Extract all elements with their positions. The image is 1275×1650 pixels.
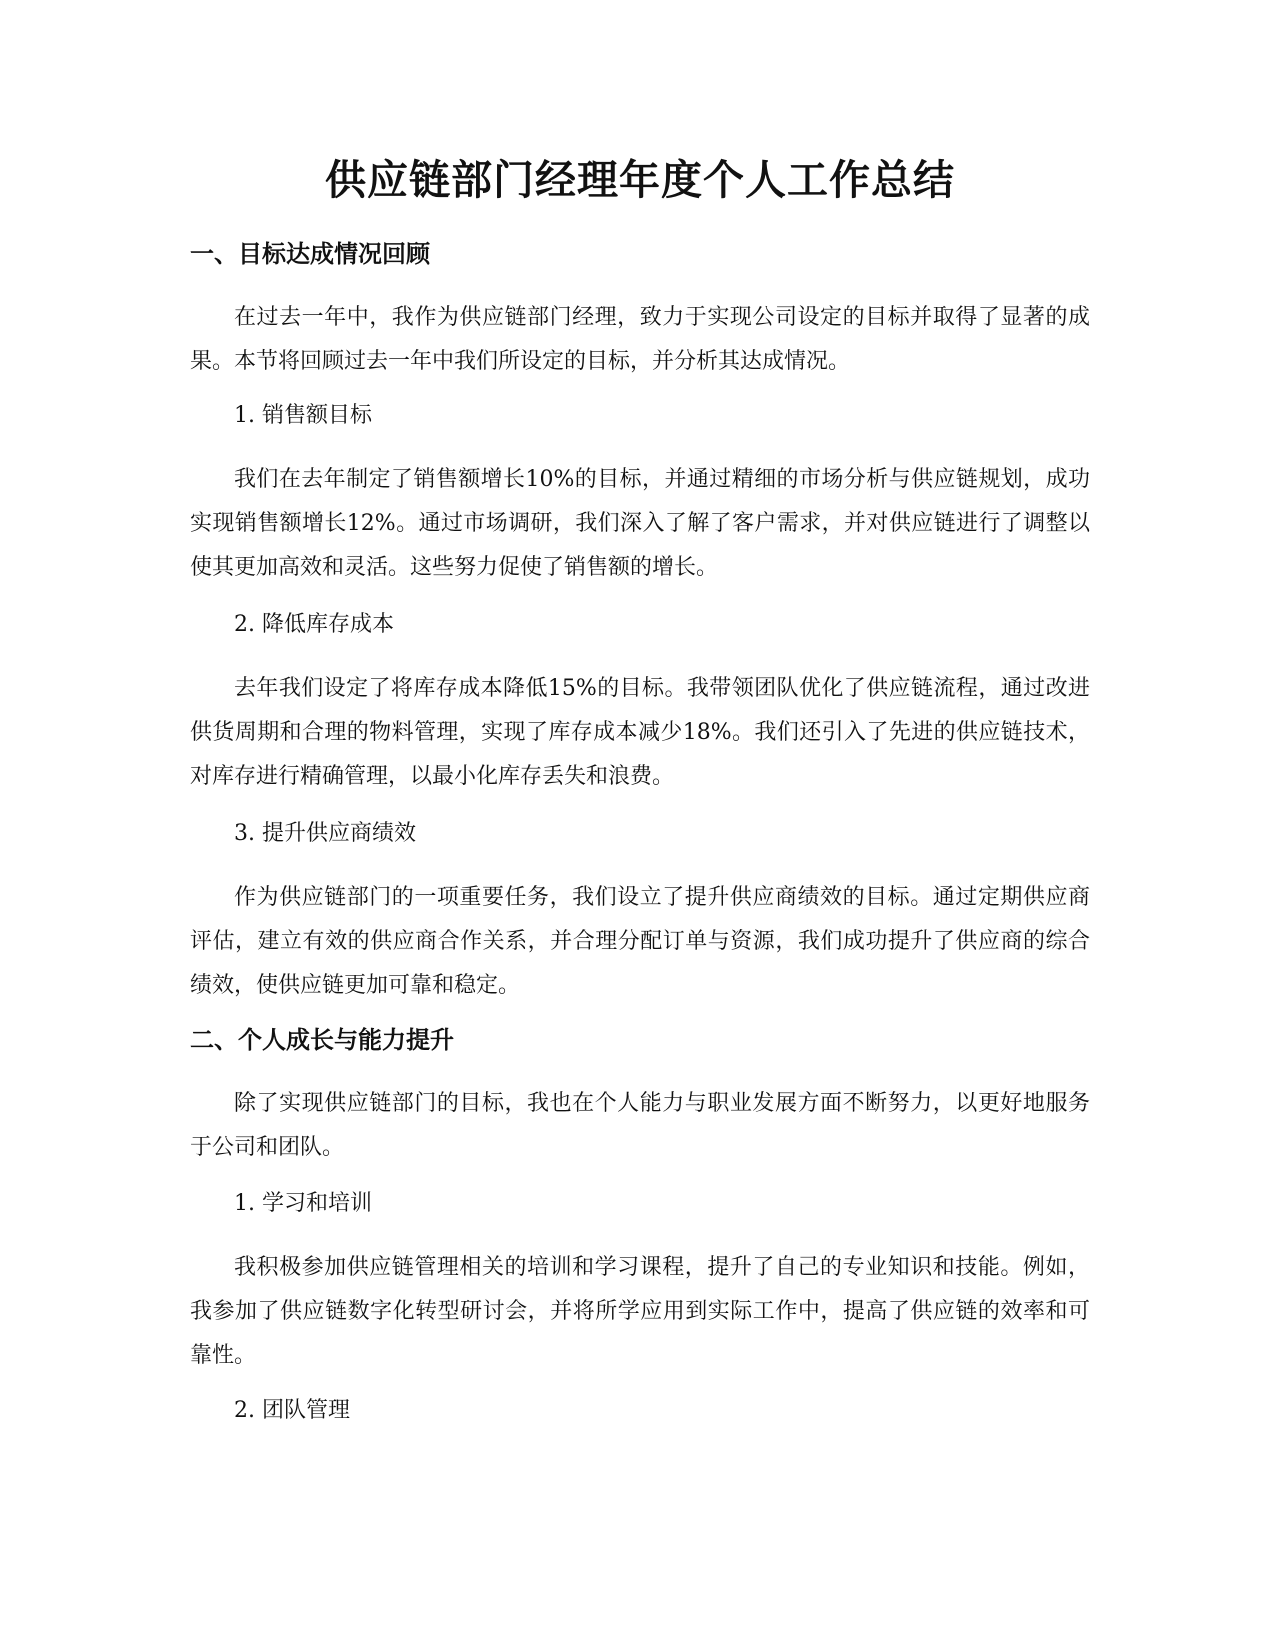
section-intro: 除了实现供应链部门的目标，我也在个人能力与职业发展方面不断努力，以更好地服务于公司和团队。 xyxy=(190,1091,1090,1160)
subsection-title: 3. 提升供应商绩效 xyxy=(234,821,416,846)
section-heading: 一、目标达成情况回顾 xyxy=(190,240,430,268)
subsection-body: 作为供应链部门的一项重要任务，我们设立了提升供应商绩效的目标。通过定期供应商评估，建立有效的供应商合作关系，并合理分配订单与资源，我们成功提升了供应商的综合绩效，使供应链更加可靠和稳定。 xyxy=(190,885,1090,998)
document-title: 供应链部门经理年度个人工作总结 xyxy=(325,156,955,204)
section-intro: 在过去一年中，我作为供应链部门经理，致力于实现公司设定的目标并取得了显著的成果。本节将回顾过去一年中我们所设定的目标，并分析其达成情况。 xyxy=(190,305,1090,374)
subsection-title: 2. 降低库存成本 xyxy=(234,612,394,637)
section-heading: 二、个人成长与能力提升 xyxy=(190,1026,454,1054)
subsection-body: 去年我们设定了将库存成本降低15%的目标。我带领团队优化了供应链流程，通过改进供货周期和合理的物料管理，实现了库存成本减少18%。我们还引入了先进的供应链技术，对库存进行精确管理，以最小化库存丢失和浪费。 xyxy=(190,676,1090,789)
subsection-title: 1. 销售额目标 xyxy=(234,403,372,428)
subsection-body: 我积极参加供应链管理相关的培训和学习课程，提升了自己的专业知识和技能。例如，我参加了供应链数字化转型研讨会，并将所学应用到实际工作中，提高了供应链的效率和可靠性。 xyxy=(190,1255,1090,1368)
subsection-body: 我们在去年制定了销售额增长10%的目标，并通过精细的市场分析与供应链规划，成功实现销售额增长12%。通过市场调研，我们深入了解了客户需求，并对供应链进行了调整以使其更加高效和灵活。这些努力促使了销售额的增长。 xyxy=(190,467,1090,580)
subsection-title: 2. 团队管理 xyxy=(234,1398,350,1423)
subsection-title: 1. 学习和培训 xyxy=(234,1191,372,1216)
